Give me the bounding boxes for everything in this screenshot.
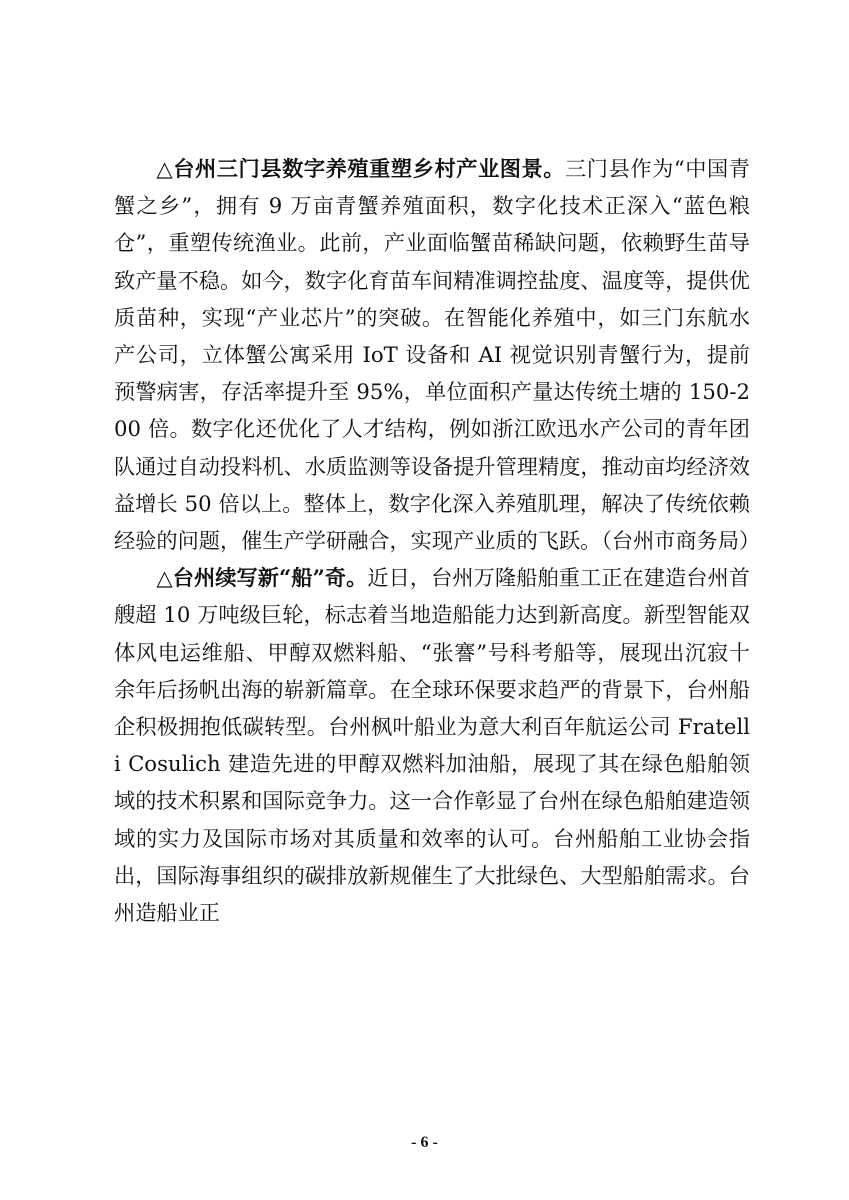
page-number: - 6 - [411, 1134, 438, 1151]
paragraph-sanmen-digital-aquaculture [114, 150, 761, 559]
paragraph-taizhou-shipbuilding [114, 559, 750, 931]
document-body [114, 150, 761, 931]
paragraph-heading: △台州三门县数字养殖重塑乡村产业图景。 [156, 156, 566, 181]
paragraph-text: 近日，台州万隆船舶重工正在建造台州首艘超 10 万吨级巨轮，标志着当地造船能力达到新高度。新型智能双体风电运维船、甲醇双燃料船、“张謇”号科考船等，展现出沉寂十余年后扬帆出海的崭新篇章。在全球环保要求趋严的背景下，台州船企积极拥抱低碳转型。台州枫叶船业为意大利百年航运公司 Fratelli Cosulich 建造先进的甲醇双燃料加油船，展现了其在绿色船舶领域的技术积累和国际竞争力。这一合作彰显了台州在绿色船舶建造领域的实力及国际市场对其质量和效率的认可。台州船舶工业协会指出，国际海事组织的碳排放新规催生了大批绿色、大型船舶需求。台州造船业正 [114, 565, 750, 926]
paragraph-heading: △台州续写新“船”奇。 [156, 565, 368, 591]
paragraph-text: 三门县作为“中国青蟹之乡”，拥有 9 万亩青蟹养殖面积，数字化技术正深入“蓝色粮仓”，重塑传统渔业。此前，产业面临蟹苗稀缺问题，依赖野生苗导致产量不稳。如今，数字化育苗车间精准调控盐度、温度等，提供优质苗种，实现“产业芯片”的突破。在智能化养殖中，如三门东航水产公司，立体蟹公寓采用 IoT 设备和 AI 视觉识别青蟹行为，提前预警病害，存活率提升至 95%，单位面积产量达传统土塘的 150-200 倍。数字化还优化了人才结构，例如浙江欧迅水产公司的青年团队通过自动投料机、水质监测等设备提升管理精度，推动亩均经济效益增长 50 倍以上。整体上，数字化深入养殖肌理，解决了传统依赖经验的问题，催生产学研融合，实现产业质的飞跃。（台州市商务局） [114, 156, 761, 554]
